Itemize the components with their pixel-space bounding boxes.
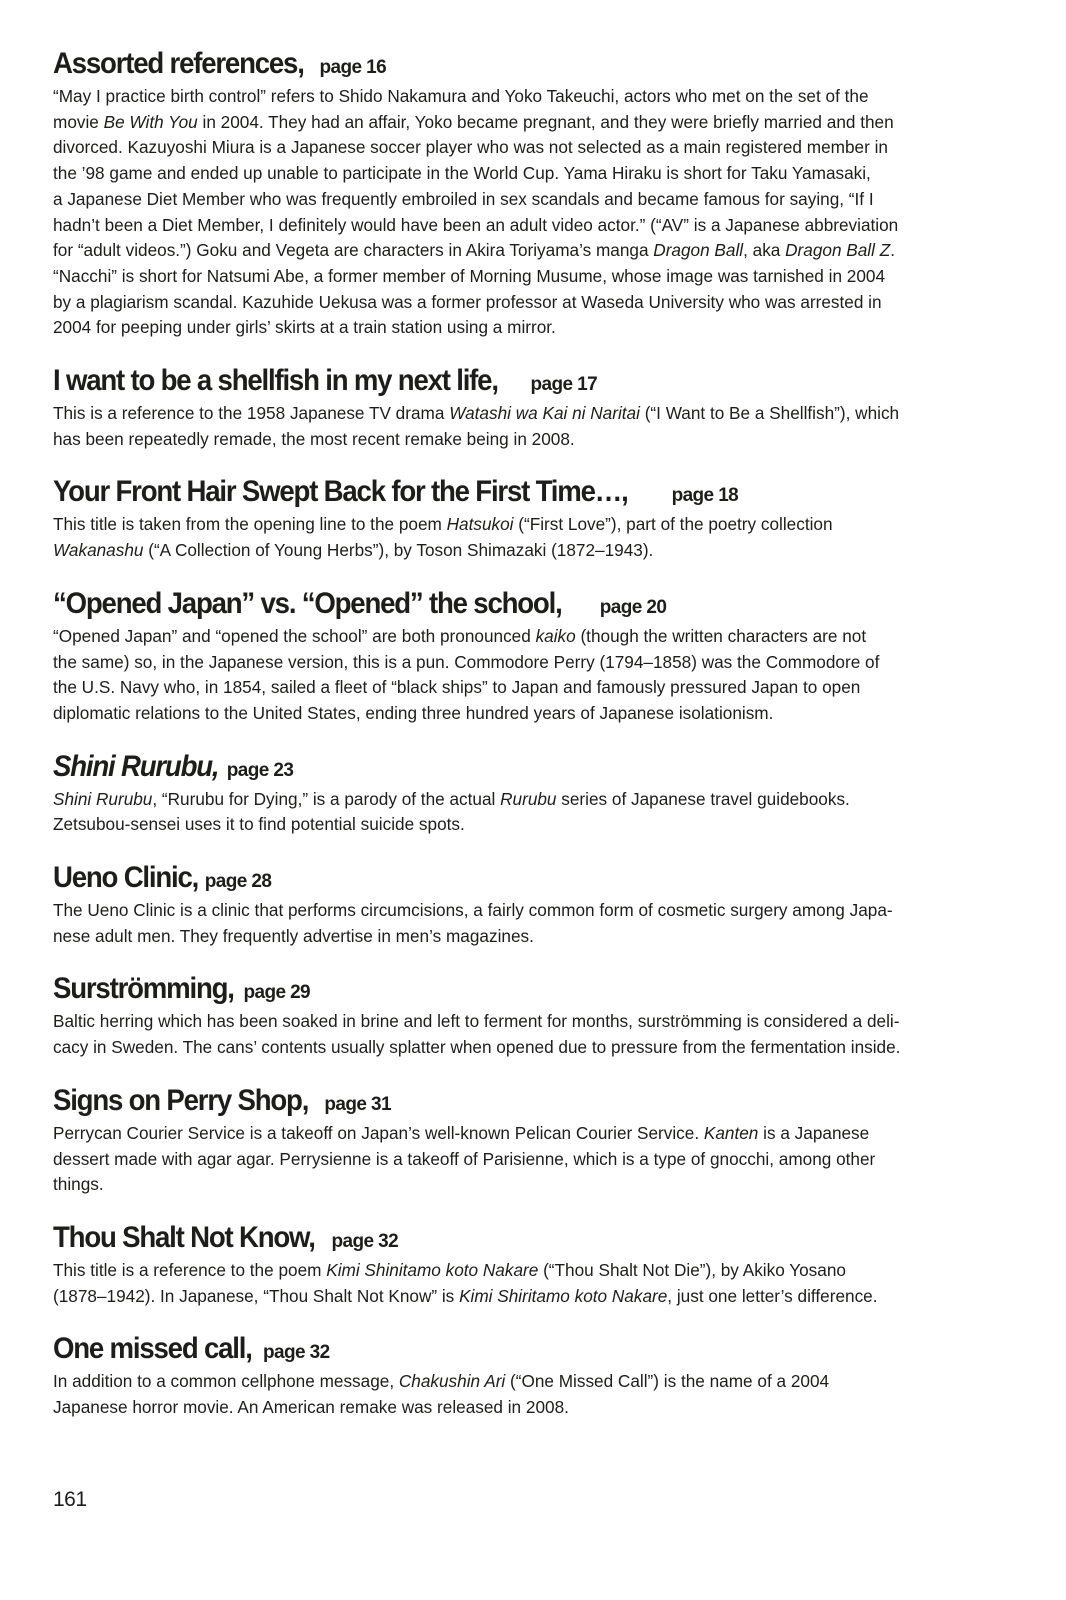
- italic-text-run: Shini Rurubu: [53, 788, 153, 809]
- text-run: In addition to a common cellphone message,: [53, 1371, 399, 1392]
- entry-title: Signs on Perry Shop,: [53, 1083, 309, 1117]
- text-run: This is a reference to the 1958 Japanese TV drama: [53, 403, 450, 424]
- entry-title: One missed call,: [53, 1332, 252, 1366]
- text-run: by a plagiarism scandal. Kazuhide Uekusa was a former professor at Waseda University who was arrested in: [53, 291, 882, 312]
- text-run: Japanese horror movie. An American remake was released in 2008.: [53, 1397, 569, 1418]
- entry-heading: [53, 1218, 1008, 1258]
- entry-body: [53, 1258, 1008, 1309]
- note-entry-ueno-clinic: [53, 858, 1008, 949]
- entry-title: Assorted references,: [53, 47, 304, 80]
- italic-text-run: Kimi Shinitamo koto Nakare: [326, 1259, 539, 1280]
- text-run: the U.S. Navy who, in 1854, sailed a fleet of “black ships” to Japan and famously pressured Japan to open: [53, 677, 861, 698]
- note-entry-opened-japan: [53, 584, 1008, 727]
- text-run: the ’98 game and ended up unable to participate in the World Cup. Yama Hiraku is short for Taku Yamasaki,: [53, 163, 871, 184]
- entry-body: [53, 787, 1008, 838]
- entry-page-ref: page 16: [319, 57, 387, 78]
- entry-heading: [53, 44, 1008, 84]
- text-run: the same) so, in the Japanese version, this is a pun. Commodore Perry (1794–1858) was the Commodore of: [53, 651, 880, 672]
- entry-body: [53, 512, 1008, 563]
- text-run: 2004 for peeping under girls’ skirts at a train station using a mirror.: [53, 317, 556, 338]
- text-run: nese adult men. They frequently advertise in men’s magazines.: [53, 925, 534, 946]
- italic-text-run: Kimi Shiritamo koto Nakare: [459, 1285, 668, 1306]
- note-entry-thou-shalt-not-know: [53, 1218, 1008, 1309]
- entry-body: [53, 84, 1008, 341]
- entry-page-ref: page 20: [599, 596, 667, 618]
- entry-title: Shini Rurubu,: [53, 749, 219, 783]
- text-run: Perrycan Courier Service is a takeoff on Japan’s well-known Pelican Courier Service.: [53, 1122, 704, 1143]
- entry-body: [53, 1121, 1008, 1198]
- text-run: dessert made with agar agar. Perrysienne is a takeoff of Parisienne, which is a type of gnocchi, among other: [53, 1148, 876, 1169]
- text-run: , aka: [743, 240, 786, 261]
- entry-page-ref: page 31: [324, 1093, 391, 1115]
- notes-page: [53, 44, 1008, 1421]
- note-entry-shellfish: [53, 361, 1008, 452]
- entry-title: Surströmming,: [53, 972, 234, 1006]
- text-run: (“First Love”), part of the poetry collection: [513, 514, 833, 535]
- text-run: Baltic herring which has been soaked in brine and left to ferment for months, surströmming is considered a deli-: [53, 1011, 900, 1032]
- entry-title: Thou Shalt Not Know,: [53, 1220, 315, 1254]
- text-run: This title is taken from the opening line to the poem: [53, 514, 447, 535]
- text-run: This title is a reference to the poem: [53, 1259, 327, 1280]
- text-run: “Opened Japan” and “opened the school” are both pronounced: [53, 625, 536, 646]
- text-run: divorced. Kazuyoshi Miura is a Japanese soccer player who was not selected as a main registered member in: [53, 137, 888, 158]
- note-entry-assorted-references: [53, 44, 1008, 341]
- italic-text-run: Wakanashu: [53, 540, 144, 561]
- text-run: a Japanese Diet Member who was frequently embroiled in sex scandals and became famous for saying, “If I: [53, 188, 874, 209]
- text-run: is a Japanese: [758, 1122, 870, 1143]
- entry-body: [53, 624, 1008, 727]
- text-run: The Ueno Clinic is a clinic that performs circumcisions, a fairly common form of cosmetic surgery among Japa-: [53, 900, 893, 921]
- text-run: “Nacchi” is short for Natsumi Abe, a former member of Morning Musume, whose image was tarnished in 2004: [53, 265, 886, 286]
- entry-heading: [53, 969, 1008, 1009]
- text-run: , “Rurubu for Dying,” is a parody of the actual: [152, 788, 501, 809]
- text-run: diplomatic relations to the United States, ending three hundred years of Japanese isolationism.: [53, 702, 774, 723]
- text-run: (“One Missed Call”) is the name of a 2004: [505, 1371, 830, 1392]
- italic-text-run: Watashi wa Kai ni Naritai: [449, 403, 640, 424]
- entry-heading: [53, 1329, 1008, 1369]
- italic-text-run: Hatsukoi: [446, 514, 514, 535]
- entry-heading: [53, 747, 1008, 787]
- entry-title: Your Front Hair Swept Back for the First Time…,: [53, 475, 628, 509]
- text-run: (though the written characters are not: [575, 625, 867, 646]
- note-entry-one-missed-call: [53, 1329, 1008, 1420]
- text-run: , just one letter’s difference.: [667, 1285, 878, 1306]
- entry-heading: [53, 1081, 1008, 1121]
- entry-heading: [53, 858, 1008, 898]
- page-number: 161: [53, 1488, 87, 1511]
- italic-text-run: Dragon Ball: [653, 240, 744, 261]
- text-run: in 2004. They had an affair, Yoko became pregnant, and they were briefly married and then: [197, 111, 894, 132]
- entry-heading: [53, 472, 1008, 512]
- entry-page-ref: page 28: [204, 871, 272, 893]
- entry-page-ref: page 32: [331, 1230, 399, 1252]
- entry-page-ref: page 17: [530, 374, 598, 396]
- italic-text-run: Chakushin Ari: [398, 1371, 506, 1392]
- entry-page-ref: page 18: [671, 485, 739, 507]
- text-run: .: [890, 240, 896, 261]
- note-entry-perry-shop: [53, 1081, 1008, 1198]
- italic-text-run: Dragon Ball Z: [785, 240, 891, 261]
- entry-page-ref: page 23: [226, 759, 294, 781]
- entry-title: “Opened Japan” vs. “Opened” the school,: [53, 586, 562, 620]
- italic-text-run: Be With You: [103, 111, 198, 132]
- entry-title: Ueno Clinic,: [53, 861, 199, 895]
- text-run: (“Thou Shalt Not Die”), by Akiko Yosano: [538, 1259, 846, 1280]
- text-run: (“I Want to Be a Shellfish”), which: [639, 403, 900, 424]
- note-entry-surstromming: [53, 969, 1008, 1060]
- entry-title: I want to be a shellfish in my next life,: [53, 364, 498, 398]
- text-run: series of Japanese travel guidebooks.: [556, 788, 850, 809]
- text-run: hadn’t been a Diet Member, I definitely would have been an adult video actor.” (“AV” is a Japanese abbreviation: [53, 214, 899, 235]
- text-run: cacy in Sweden. The cans’ contents usually splatter when opened due to pressure from the fermentation inside.: [53, 1037, 901, 1058]
- text-run: has been repeatedly remade, the most recent remake being in 2008.: [53, 428, 575, 449]
- text-run: (1878–1942). In Japanese, “Thou Shalt Not Know” is: [53, 1285, 460, 1306]
- text-run: (“A Collection of Young Herbs”), by Toson Shimazaki (1872–1943).: [143, 540, 654, 561]
- text-run: for “adult videos.”) Goku and Vegeta are characters in Akira Toriyama’s manga: [53, 240, 654, 261]
- text-run: movie: [53, 111, 104, 132]
- note-entry-shini-rurubu: [53, 747, 1008, 838]
- entry-body: [53, 1369, 1008, 1420]
- italic-text-run: kaiko: [535, 625, 576, 646]
- text-run: “May I practice birth control” refers to Shido Nakamura and Yoko Takeuchi, actors who met on the set of the: [53, 86, 869, 106]
- entry-body: [53, 401, 1008, 452]
- entry-body: [53, 898, 1008, 949]
- italic-text-run: Kanten: [703, 1122, 759, 1143]
- text-run: Zetsubou-sensei uses it to find potential suicide spots.: [53, 814, 465, 835]
- entry-heading: [53, 584, 1008, 624]
- entry-body: [53, 1009, 1008, 1060]
- text-run: things.: [53, 1174, 104, 1195]
- note-entry-front-hair: [53, 472, 1008, 563]
- italic-text-run: Rurubu: [500, 788, 557, 809]
- entry-heading: [53, 361, 1008, 401]
- entry-page-ref: page 32: [262, 1342, 330, 1364]
- entry-page-ref: page 29: [243, 982, 311, 1004]
